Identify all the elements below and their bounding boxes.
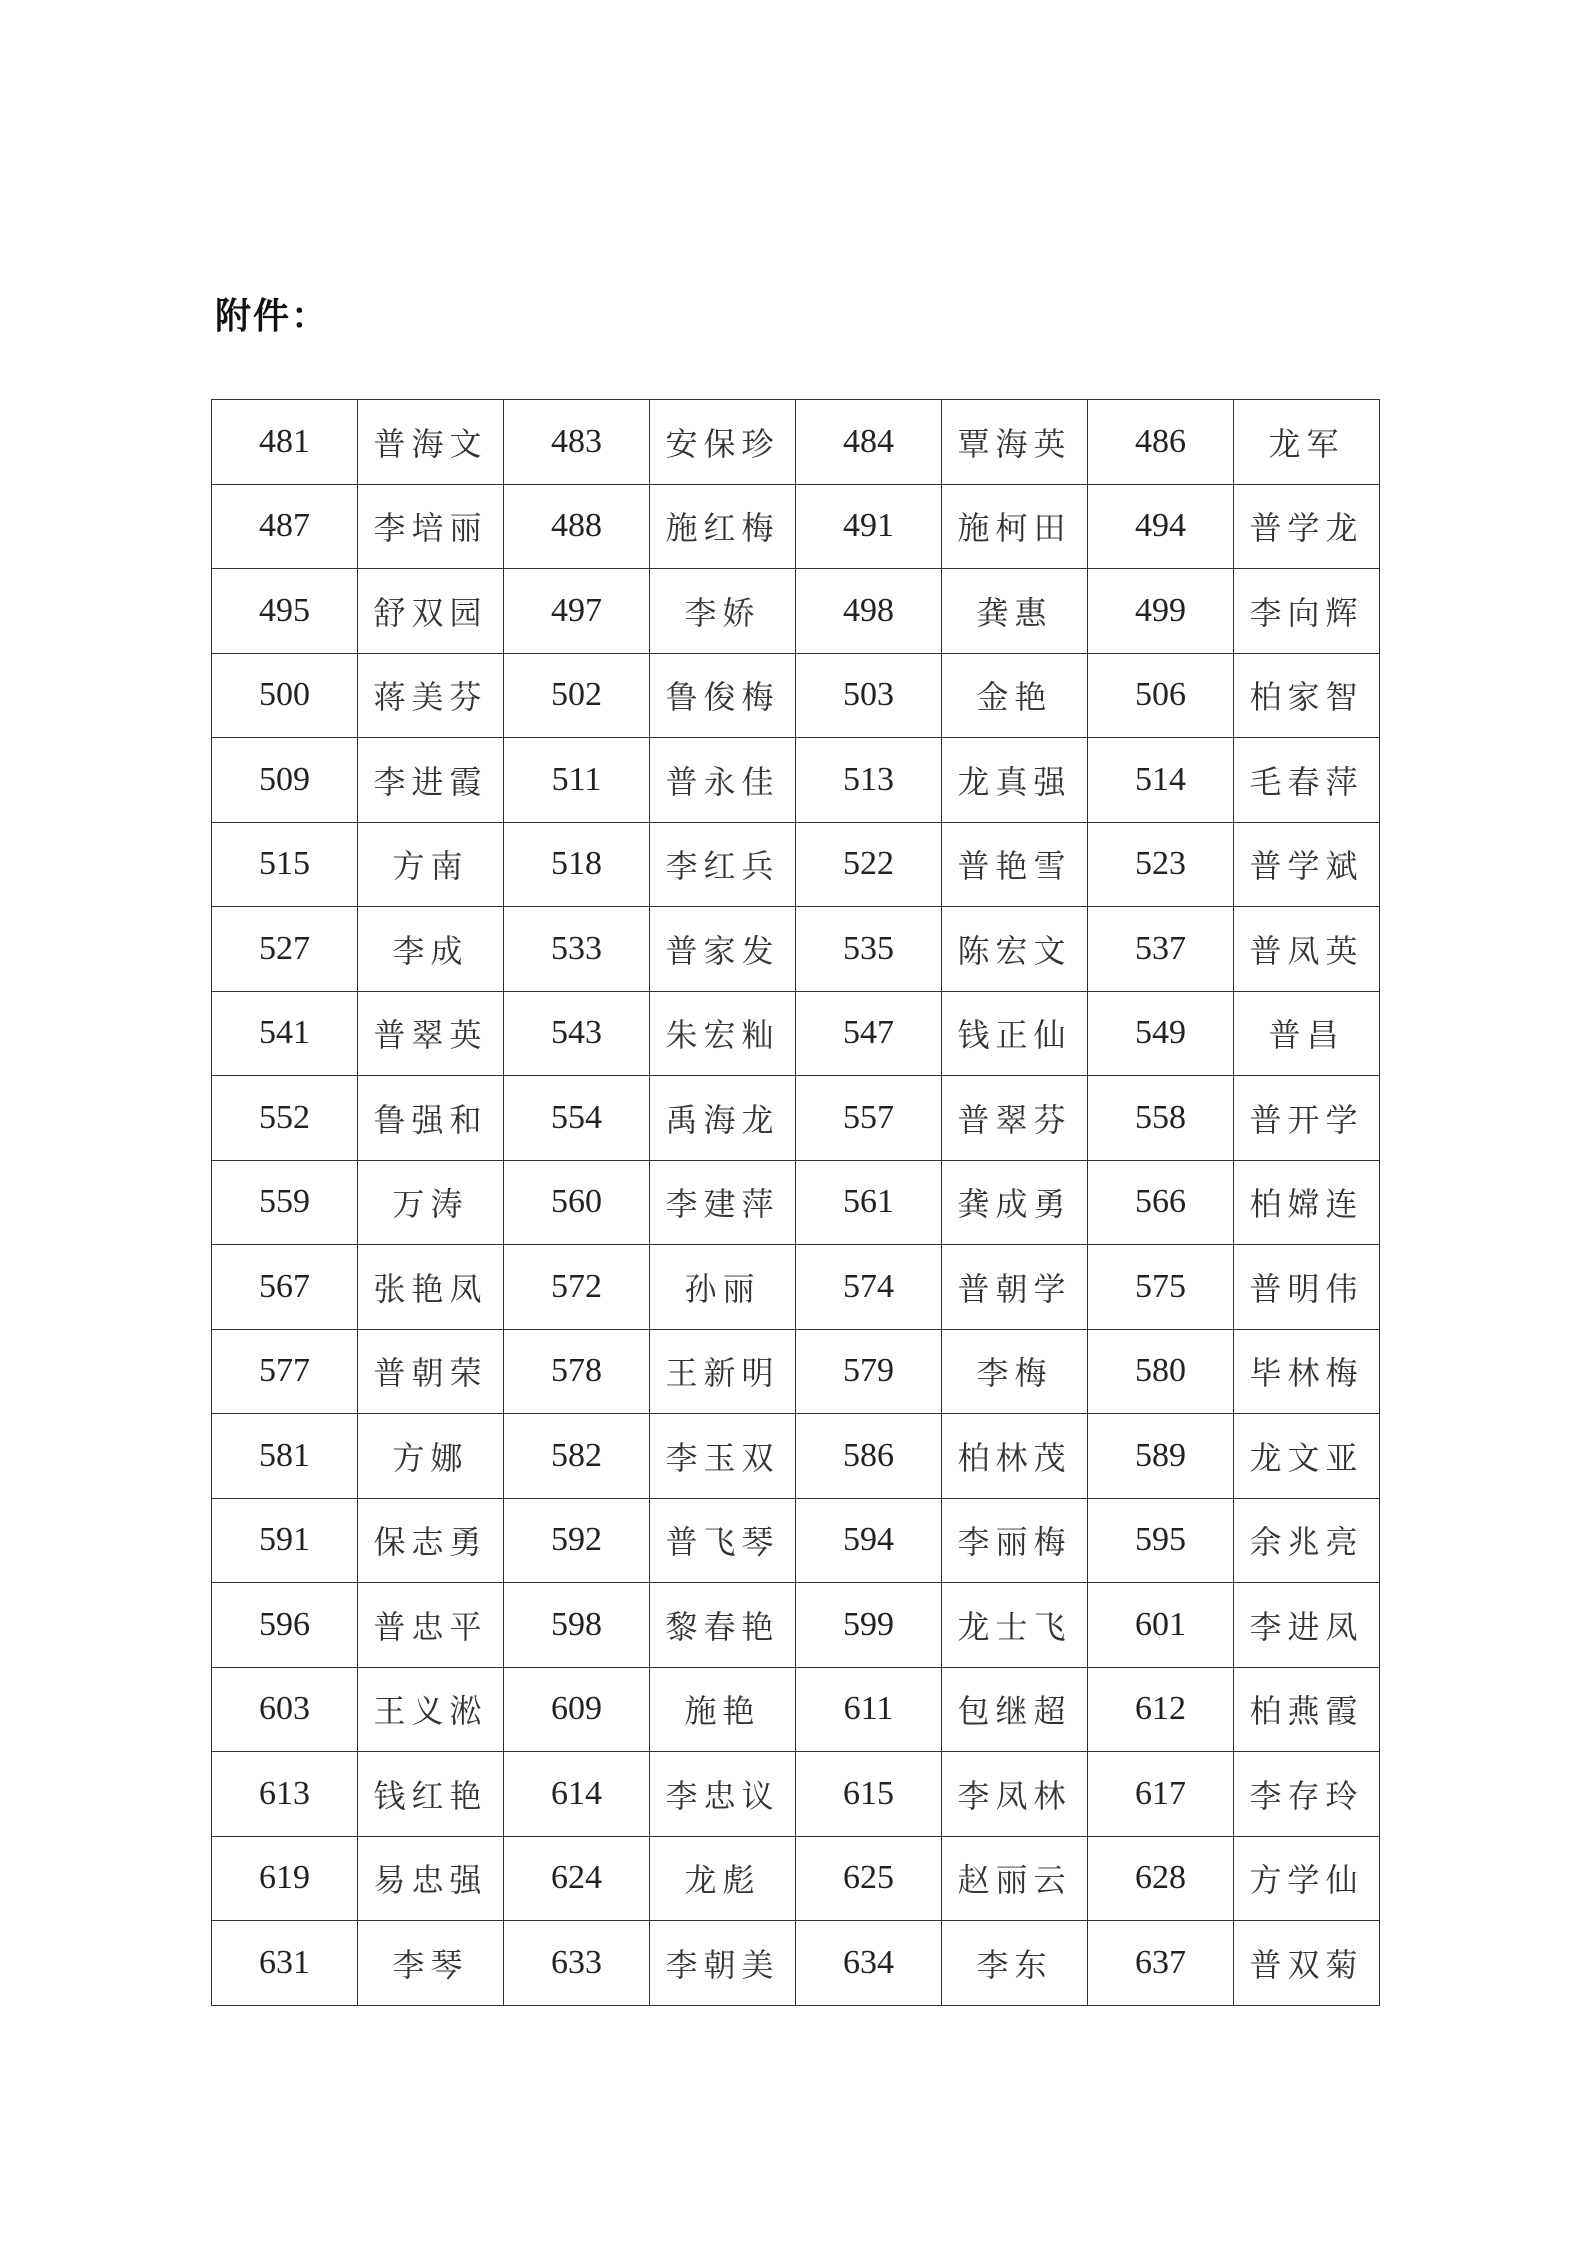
person-name-cell: 李梅 <box>942 1329 1088 1414</box>
person-name-cell: 普昌 <box>1234 991 1380 1076</box>
person-name-cell: 钱正仙 <box>942 991 1088 1076</box>
person-name-cell: 王新明 <box>650 1329 796 1414</box>
person-name-cell: 方学仙 <box>1234 1836 1380 1921</box>
person-name-cell: 李进霞 <box>358 738 504 823</box>
person-name-cell: 李娇 <box>650 569 796 654</box>
id-number-cell: 594 <box>796 1498 942 1583</box>
id-number-cell: 611 <box>796 1667 942 1752</box>
person-name-cell: 李向辉 <box>1234 569 1380 654</box>
person-name-cell: 张艳凤 <box>358 1245 504 1330</box>
person-name-cell: 毕林梅 <box>1234 1329 1380 1414</box>
person-name-cell: 普翠英 <box>358 991 504 1076</box>
person-name-cell: 普开学 <box>1234 1076 1380 1161</box>
id-number-cell: 589 <box>1088 1414 1234 1499</box>
person-name-cell: 李丽梅 <box>942 1498 1088 1583</box>
id-number-cell: 483 <box>504 400 650 485</box>
id-number-cell: 628 <box>1088 1836 1234 1921</box>
id-number-cell: 533 <box>504 907 650 992</box>
person-name-cell: 舒双园 <box>358 569 504 654</box>
id-number-cell: 634 <box>796 1921 942 2006</box>
id-number-cell: 578 <box>504 1329 650 1414</box>
id-number-cell: 486 <box>1088 400 1234 485</box>
id-number-cell: 497 <box>504 569 650 654</box>
id-number-cell: 574 <box>796 1245 942 1330</box>
id-number-cell: 603 <box>212 1667 358 1752</box>
person-name-cell: 毛春萍 <box>1234 738 1380 823</box>
id-number-cell: 535 <box>796 907 942 992</box>
id-number-cell: 625 <box>796 1836 942 1921</box>
person-name-cell: 龙文亚 <box>1234 1414 1380 1499</box>
person-name-cell: 李忠议 <box>650 1752 796 1837</box>
id-number-cell: 498 <box>796 569 942 654</box>
person-name-cell: 李存玲 <box>1234 1752 1380 1837</box>
id-number-cell: 558 <box>1088 1076 1234 1161</box>
id-number-cell: 552 <box>212 1076 358 1161</box>
person-name-cell: 李成 <box>358 907 504 992</box>
id-number-cell: 503 <box>796 653 942 738</box>
person-name-cell: 朱宏籼 <box>650 991 796 1076</box>
id-number-cell: 586 <box>796 1414 942 1499</box>
id-number-cell: 612 <box>1088 1667 1234 1752</box>
id-number-cell: 579 <box>796 1329 942 1414</box>
id-number-cell: 522 <box>796 822 942 907</box>
id-number-cell: 581 <box>212 1414 358 1499</box>
person-name-cell: 普学斌 <box>1234 822 1380 907</box>
id-number-cell: 566 <box>1088 1160 1234 1245</box>
person-name-cell: 李建萍 <box>650 1160 796 1245</box>
person-name-cell: 蒋美芬 <box>358 653 504 738</box>
person-name-cell: 普朝荣 <box>358 1329 504 1414</box>
id-number-cell: 572 <box>504 1245 650 1330</box>
table-row <box>212 400 1380 485</box>
person-name-cell: 普艳雪 <box>942 822 1088 907</box>
id-number-cell: 537 <box>1088 907 1234 992</box>
person-name-cell: 龚成勇 <box>942 1160 1088 1245</box>
id-number-cell: 523 <box>1088 822 1234 907</box>
table-row <box>212 1329 1380 1414</box>
person-name-cell: 方南 <box>358 822 504 907</box>
table-row <box>212 1836 1380 1921</box>
person-name-cell: 施柯田 <box>942 484 1088 569</box>
id-number-cell: 502 <box>504 653 650 738</box>
person-name-cell: 李红兵 <box>650 822 796 907</box>
id-number-cell: 500 <box>212 653 358 738</box>
person-name-cell: 普海文 <box>358 400 504 485</box>
id-number-cell: 598 <box>504 1583 650 1668</box>
person-name-cell: 方娜 <box>358 1414 504 1499</box>
person-name-cell: 保志勇 <box>358 1498 504 1583</box>
id-number-cell: 575 <box>1088 1245 1234 1330</box>
id-number-cell: 560 <box>504 1160 650 1245</box>
id-number-cell: 633 <box>504 1921 650 2006</box>
id-number-cell: 567 <box>212 1245 358 1330</box>
person-name-cell: 易忠强 <box>358 1836 504 1921</box>
id-number-cell: 494 <box>1088 484 1234 569</box>
id-number-cell: 518 <box>504 822 650 907</box>
person-name-cell: 柏家智 <box>1234 653 1380 738</box>
person-name-cell: 普明伟 <box>1234 1245 1380 1330</box>
table-row <box>212 1667 1380 1752</box>
person-name-cell: 施艳 <box>650 1667 796 1752</box>
person-name-cell: 余兆亮 <box>1234 1498 1380 1583</box>
person-name-cell: 李朝美 <box>650 1921 796 2006</box>
id-number-cell: 614 <box>504 1752 650 1837</box>
table-row <box>212 1414 1380 1499</box>
table-row <box>212 1076 1380 1161</box>
person-name-cell: 普家发 <box>650 907 796 992</box>
id-number-cell: 547 <box>796 991 942 1076</box>
id-number-cell: 509 <box>212 738 358 823</box>
table-row <box>212 907 1380 992</box>
person-name-cell: 普翠芬 <box>942 1076 1088 1161</box>
id-number-cell: 481 <box>212 400 358 485</box>
id-number-cell: 559 <box>212 1160 358 1245</box>
id-number-cell: 624 <box>504 1836 650 1921</box>
table-row <box>212 1245 1380 1330</box>
id-number-cell: 609 <box>504 1667 650 1752</box>
person-name-cell: 李凤林 <box>942 1752 1088 1837</box>
person-name-cell: 鲁俊梅 <box>650 653 796 738</box>
table-row <box>212 653 1380 738</box>
id-number-cell: 631 <box>212 1921 358 2006</box>
id-number-cell: 561 <box>796 1160 942 1245</box>
roster-table-body <box>212 400 1380 2006</box>
person-name-cell: 柏林茂 <box>942 1414 1088 1499</box>
id-number-cell: 506 <box>1088 653 1234 738</box>
person-name-cell: 钱红艳 <box>358 1752 504 1837</box>
person-name-cell: 普飞琴 <box>650 1498 796 1583</box>
person-name-cell: 普忠平 <box>358 1583 504 1668</box>
person-name-cell: 黎春艳 <box>650 1583 796 1668</box>
person-name-cell: 龙真强 <box>942 738 1088 823</box>
person-name-cell: 李玉双 <box>650 1414 796 1499</box>
id-number-cell: 549 <box>1088 991 1234 1076</box>
id-number-cell: 491 <box>796 484 942 569</box>
id-number-cell: 582 <box>504 1414 650 1499</box>
id-number-cell: 601 <box>1088 1583 1234 1668</box>
table-row <box>212 822 1380 907</box>
table-row <box>212 991 1380 1076</box>
id-number-cell: 591 <box>212 1498 358 1583</box>
id-number-cell: 527 <box>212 907 358 992</box>
id-number-cell: 511 <box>504 738 650 823</box>
person-name-cell: 王义淞 <box>358 1667 504 1752</box>
id-number-cell: 495 <box>212 569 358 654</box>
table-row <box>212 738 1380 823</box>
table-row <box>212 1160 1380 1245</box>
person-name-cell: 赵丽云 <box>942 1836 1088 1921</box>
person-name-cell: 普凤英 <box>1234 907 1380 992</box>
id-number-cell: 595 <box>1088 1498 1234 1583</box>
person-name-cell: 柏燕霞 <box>1234 1667 1380 1752</box>
attachment-heading: 附件： <box>215 296 330 337</box>
table-row <box>212 569 1380 654</box>
person-name-cell: 龙彪 <box>650 1836 796 1921</box>
person-name-cell: 李琴 <box>358 1921 504 2006</box>
id-number-cell: 487 <box>212 484 358 569</box>
id-number-cell: 580 <box>1088 1329 1234 1414</box>
id-number-cell: 637 <box>1088 1921 1234 2006</box>
id-number-cell: 543 <box>504 991 650 1076</box>
id-number-cell: 488 <box>504 484 650 569</box>
person-name-cell: 陈宏文 <box>942 907 1088 992</box>
id-number-cell: 515 <box>212 822 358 907</box>
person-name-cell: 包继超 <box>942 1667 1088 1752</box>
table-row <box>212 484 1380 569</box>
person-name-cell: 李东 <box>942 1921 1088 2006</box>
person-name-cell: 李进凤 <box>1234 1583 1380 1668</box>
person-name-cell: 安保珍 <box>650 400 796 485</box>
id-number-cell: 596 <box>212 1583 358 1668</box>
id-number-cell: 577 <box>212 1329 358 1414</box>
table-row <box>212 1498 1380 1583</box>
person-name-cell: 龚惠 <box>942 569 1088 654</box>
id-number-cell: 499 <box>1088 569 1234 654</box>
person-name-cell: 普朝学 <box>942 1245 1088 1330</box>
id-number-cell: 557 <box>796 1076 942 1161</box>
id-number-cell: 513 <box>796 738 942 823</box>
id-number-cell: 615 <box>796 1752 942 1837</box>
person-name-cell: 李培丽 <box>358 484 504 569</box>
table-row <box>212 1752 1380 1837</box>
person-name-cell: 覃海英 <box>942 400 1088 485</box>
person-name-cell: 孙丽 <box>650 1245 796 1330</box>
table-row <box>212 1921 1380 2006</box>
table-row <box>212 1583 1380 1668</box>
person-name-cell: 鲁强和 <box>358 1076 504 1161</box>
id-number-cell: 617 <box>1088 1752 1234 1837</box>
person-name-cell: 普学龙 <box>1234 484 1380 569</box>
person-name-cell: 柏嫦连 <box>1234 1160 1380 1245</box>
roster-table <box>211 399 1380 2006</box>
person-name-cell: 龙士飞 <box>942 1583 1088 1668</box>
id-number-cell: 599 <box>796 1583 942 1668</box>
person-name-cell: 施红梅 <box>650 484 796 569</box>
id-number-cell: 613 <box>212 1752 358 1837</box>
person-name-cell: 禹海龙 <box>650 1076 796 1161</box>
id-number-cell: 592 <box>504 1498 650 1583</box>
person-name-cell: 普双菊 <box>1234 1921 1380 2006</box>
id-number-cell: 514 <box>1088 738 1234 823</box>
person-name-cell: 金艳 <box>942 653 1088 738</box>
id-number-cell: 619 <box>212 1836 358 1921</box>
id-number-cell: 541 <box>212 991 358 1076</box>
id-number-cell: 484 <box>796 400 942 485</box>
person-name-cell: 龙军 <box>1234 400 1380 485</box>
person-name-cell: 万涛 <box>358 1160 504 1245</box>
id-number-cell: 554 <box>504 1076 650 1161</box>
person-name-cell: 普永佳 <box>650 738 796 823</box>
